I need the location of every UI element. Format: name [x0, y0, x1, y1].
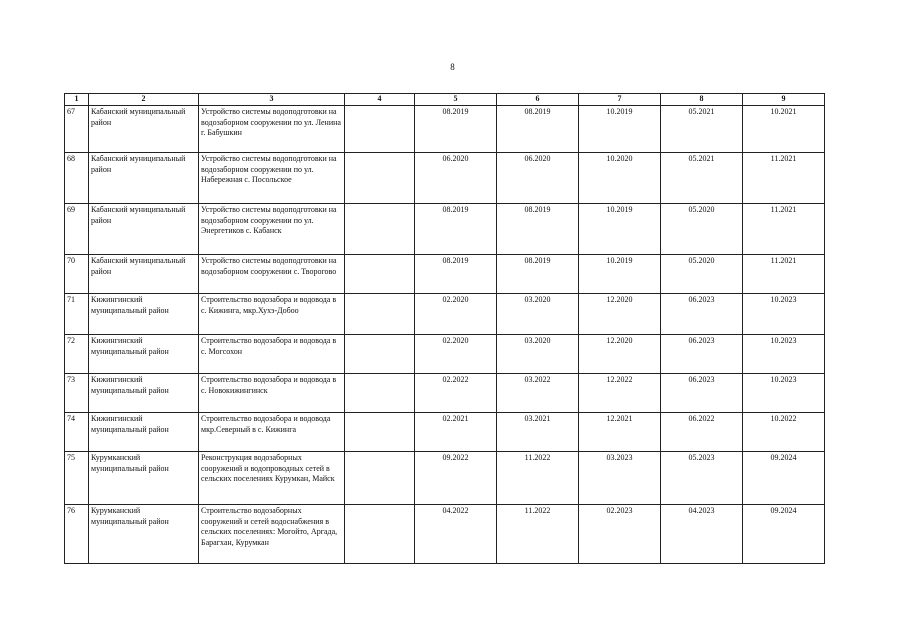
- district-cell: Кабанский муниципальный район: [89, 152, 199, 203]
- column-4-cell: [345, 105, 415, 152]
- table-row: [65, 254, 825, 293]
- district-cell: Курумканский муниципальный район: [89, 451, 199, 504]
- schedule-table: [64, 93, 825, 564]
- date-cell: 04.2023: [661, 504, 743, 563]
- row-number: 72: [65, 334, 89, 373]
- table-row: [65, 293, 825, 334]
- date-cell: 12.2022: [579, 373, 661, 412]
- table-row: [65, 504, 825, 563]
- column-4-cell: [345, 254, 415, 293]
- header-cell: 5: [415, 94, 497, 106]
- column-4-cell: [345, 293, 415, 334]
- district-cell: Кабанский муниципальный район: [89, 254, 199, 293]
- column-4-cell: [345, 373, 415, 412]
- date-cell: 10.2019: [579, 203, 661, 254]
- object-name-cell: Строительство водозабора и водовода в с. Кижинга, мкр.Хухэ-Добоо: [199, 293, 345, 334]
- date-cell: 12.2020: [579, 293, 661, 334]
- date-cell: 03.2022: [497, 373, 579, 412]
- row-number: 68: [65, 152, 89, 203]
- table-row: [65, 373, 825, 412]
- object-name-cell: Строительство водозабора и водовода в с. Новокижингинск: [199, 373, 345, 412]
- date-cell: 08.2019: [497, 105, 579, 152]
- district-cell: Кижингинский муниципальный район: [89, 412, 199, 451]
- header-cell: 9: [743, 94, 825, 106]
- date-cell: 09.2024: [743, 451, 825, 504]
- date-cell: 06.2020: [497, 152, 579, 203]
- row-number: 69: [65, 203, 89, 254]
- header-cell: 2: [89, 94, 199, 106]
- district-cell: Кабанский муниципальный район: [89, 105, 199, 152]
- district-cell: Кижингинский муниципальный район: [89, 334, 199, 373]
- date-cell: 06.2020: [415, 152, 497, 203]
- date-cell: 04.2022: [415, 504, 497, 563]
- column-4-cell: [345, 203, 415, 254]
- date-cell: 11.2021: [743, 254, 825, 293]
- date-cell: 05.2023: [661, 451, 743, 504]
- date-cell: 05.2021: [661, 152, 743, 203]
- district-cell: Кабанский муниципальный район: [89, 203, 199, 254]
- date-cell: 06.2023: [661, 293, 743, 334]
- header-cell: 4: [345, 94, 415, 106]
- district-cell: Кижингинский муниципальный район: [89, 293, 199, 334]
- date-cell: 10.2019: [579, 254, 661, 293]
- date-cell: 11.2022: [497, 504, 579, 563]
- date-cell: 05.2020: [661, 254, 743, 293]
- object-name-cell: Устройство системы водоподготовки на водозаборном сооружении по ул. Ленина г. Бабушкин: [199, 105, 345, 152]
- date-cell: 09.2024: [743, 504, 825, 563]
- date-cell: 11.2021: [743, 203, 825, 254]
- date-cell: 09.2022: [415, 451, 497, 504]
- district-cell: Курумканский муниципальный район: [89, 504, 199, 563]
- date-cell: 10.2021: [743, 105, 825, 152]
- table-row: [65, 412, 825, 451]
- column-4-cell: [345, 334, 415, 373]
- date-cell: 10.2019: [579, 105, 661, 152]
- object-name-cell: Реконструкция водозаборных сооружений и водопроводных сетей в сельских поселениях Курумкан, Майск: [199, 451, 345, 504]
- header-cell: 3: [199, 94, 345, 106]
- header-row: [65, 94, 825, 106]
- date-cell: 02.2020: [415, 334, 497, 373]
- date-cell: 05.2021: [661, 105, 743, 152]
- table-row: [65, 152, 825, 203]
- column-4-cell: [345, 504, 415, 563]
- date-cell: 06.2022: [661, 412, 743, 451]
- date-cell: 10.2022: [743, 412, 825, 451]
- object-name-cell: Устройство системы водоподготовки на водозаборном сооружении по ул. Энергетиков с. Кабанск: [199, 203, 345, 254]
- object-name-cell: Строительство водозаборных сооружений и сетей водоснабжения в сельских поселениях: Могойто, Аргада, Барагхан, Курумкан: [199, 504, 345, 563]
- date-cell: 03.2023: [579, 451, 661, 504]
- date-cell: 12.2021: [579, 412, 661, 451]
- date-cell: 08.2019: [415, 203, 497, 254]
- date-cell: 03.2021: [497, 412, 579, 451]
- page-number: 8: [450, 62, 455, 72]
- header-cell: 7: [579, 94, 661, 106]
- date-cell: 11.2021: [743, 152, 825, 203]
- date-cell: 08.2019: [497, 203, 579, 254]
- column-4-cell: [345, 451, 415, 504]
- date-cell: 08.2019: [415, 254, 497, 293]
- date-cell: 02.2020: [415, 293, 497, 334]
- row-number: 74: [65, 412, 89, 451]
- date-cell: 02.2023: [579, 504, 661, 563]
- date-cell: 10.2023: [743, 373, 825, 412]
- object-name-cell: Устройство системы водоподготовки на водозаборном сооружении по ул. Набережная с. Посольское: [199, 152, 345, 203]
- date-cell: 08.2019: [497, 254, 579, 293]
- table-row: [65, 203, 825, 254]
- row-number: 71: [65, 293, 89, 334]
- date-cell: 11.2022: [497, 451, 579, 504]
- date-cell: 05.2020: [661, 203, 743, 254]
- header-cell: 1: [65, 94, 89, 106]
- date-cell: 03.2020: [497, 334, 579, 373]
- date-cell: 10.2020: [579, 152, 661, 203]
- row-number: 70: [65, 254, 89, 293]
- date-cell: 12.2020: [579, 334, 661, 373]
- header-cell: 6: [497, 94, 579, 106]
- district-cell: Кижингинский муниципальный район: [89, 373, 199, 412]
- object-name-cell: Устройство системы водоподготовки на водозаборном сооружении с. Творогово: [199, 254, 345, 293]
- table-row: [65, 334, 825, 373]
- date-cell: 10.2023: [743, 293, 825, 334]
- row-number: 76: [65, 504, 89, 563]
- table-row: [65, 451, 825, 504]
- date-cell: 02.2021: [415, 412, 497, 451]
- object-name-cell: Строительство водозабора и водовода мкр.Северный в с. Кижинга: [199, 412, 345, 451]
- column-4-cell: [345, 152, 415, 203]
- row-number: 73: [65, 373, 89, 412]
- column-4-cell: [345, 412, 415, 451]
- row-number: 67: [65, 105, 89, 152]
- object-name-cell: Строительство водозабора и водовода в с. Могсохон: [199, 334, 345, 373]
- date-cell: 10.2023: [743, 334, 825, 373]
- row-number: 75: [65, 451, 89, 504]
- date-cell: 03.2020: [497, 293, 579, 334]
- date-cell: 08.2019: [415, 105, 497, 152]
- date-cell: 06.2023: [661, 373, 743, 412]
- table-row: [65, 105, 825, 152]
- header-cell: 8: [661, 94, 743, 106]
- date-cell: 02.2022: [415, 373, 497, 412]
- date-cell: 06.2023: [661, 334, 743, 373]
